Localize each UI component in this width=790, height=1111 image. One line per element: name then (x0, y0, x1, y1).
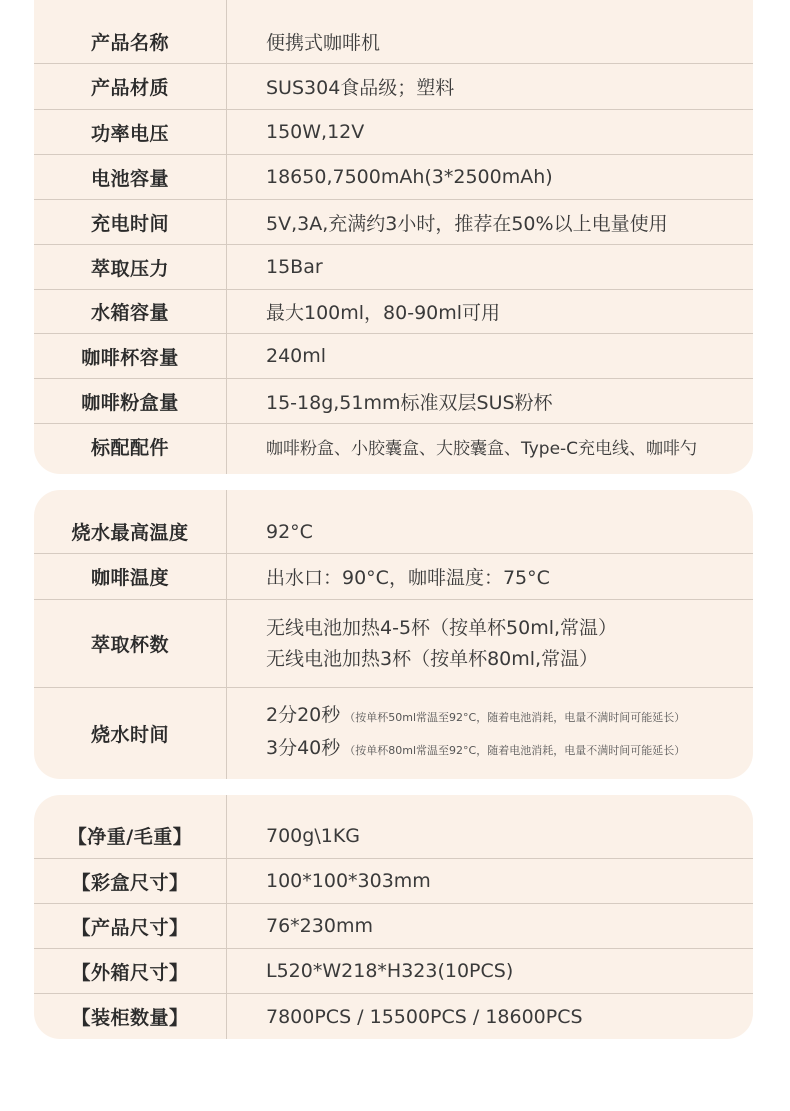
row-value: 咖啡粉盒、小胶囊盒、大胶囊盒、Type-C充电线、咖啡勺 (266, 438, 698, 459)
row-label: 萃取压力 (90, 257, 169, 280)
row-value: 150W,12V (266, 121, 365, 143)
row-label: 咖啡温度 (90, 567, 169, 589)
row-label: 产品材质 (90, 77, 169, 99)
table-row (34, 110, 753, 155)
cups-line-1: 无线电池加热4-5杯（按单杯50ml,常温） (266, 616, 618, 639)
table-row (34, 554, 753, 600)
table-row (34, 813, 753, 859)
row-value: 便携式咖啡机 (266, 32, 381, 54)
boil-time-line-2 (266, 733, 685, 766)
cups-line-2: 无线电池加热3杯（按单杯80ml,常温） (266, 647, 599, 670)
table-row (34, 904, 753, 949)
table-row (34, 994, 753, 1039)
table-row (34, 424, 753, 468)
table-row (34, 379, 753, 424)
row-value: L520*W218*H323(10PCS) (266, 960, 514, 982)
table-row (34, 949, 753, 994)
row-label: 【彩盒尺寸】 (71, 871, 189, 894)
row-label: 功率电压 (90, 122, 169, 145)
row-value: 出水口：90°C，咖啡温度：75°C (266, 567, 550, 589)
row-value: 最大100ml，80-90ml可用 (266, 302, 501, 324)
row-value: 100*100*303mm (266, 870, 431, 892)
row-label: 萃取杯数 (90, 634, 169, 656)
row-label: 【净重/毛重】 (67, 826, 193, 848)
table-row (34, 600, 753, 688)
row-label: 【装柜数量】 (71, 1007, 189, 1029)
row-label: 咖啡粉盒量 (81, 391, 179, 414)
table-row (34, 245, 753, 290)
row-value: 15Bar (266, 256, 323, 278)
row-label: 烧水时间 (90, 723, 169, 746)
row-label: 标配配件 (90, 436, 169, 459)
row-value: 18650,7500mAh(3*2500mAh) (266, 166, 553, 188)
boil-time-line-1 (266, 700, 685, 733)
row-value: 7800PCS / 15500PCS / 18600PCS (266, 1005, 583, 1028)
row-value: 92°C (266, 520, 313, 543)
row-value: 76*230mm (266, 915, 373, 937)
row-value: 700g\1KG (266, 824, 360, 847)
table-row (34, 859, 753, 904)
row-label: 电池容量 (90, 167, 169, 190)
table-row (34, 334, 753, 379)
row-value: SUS304食品级；塑料 (266, 77, 455, 99)
table-row (34, 510, 753, 554)
row-value: 5V,3A,充满约3小时，推荐在50%以上电量使用 (266, 212, 668, 235)
spec-table-heating (34, 490, 753, 779)
table-row (34, 290, 753, 334)
table-row (34, 20, 753, 64)
table-row (34, 64, 753, 110)
boil-time-note: （按单杯50ml常温至92°C，随着电池消耗，电量不满时间可能延长） (344, 711, 686, 724)
row-label: 产品名称 (90, 32, 169, 54)
row-value (226, 613, 617, 675)
spec-table-basic (34, 0, 753, 474)
table-row (34, 200, 753, 245)
row-value: 240ml (266, 345, 327, 367)
boil-time-main: 2分20秒 (266, 704, 341, 726)
boil-time-main: 3分40秒 (266, 737, 341, 759)
table-row (34, 688, 753, 778)
row-value (226, 700, 685, 766)
row-label: 烧水最高温度 (71, 522, 189, 544)
spec-table-packaging (34, 795, 753, 1039)
table-row (34, 155, 753, 200)
row-label: 充电时间 (90, 212, 169, 235)
row-label: 咖啡杯容量 (81, 346, 179, 369)
row-label: 【外箱尺寸】 (71, 961, 189, 984)
row-label: 水箱容量 (90, 302, 169, 324)
row-label: 【产品尺寸】 (71, 916, 189, 939)
row-value: 15-18g,51mm标准双层SUS粉杯 (266, 391, 553, 414)
boil-time-note: （按单杯80ml常温至92°C，随着电池消耗，电量不满时间可能延长） (344, 744, 686, 757)
